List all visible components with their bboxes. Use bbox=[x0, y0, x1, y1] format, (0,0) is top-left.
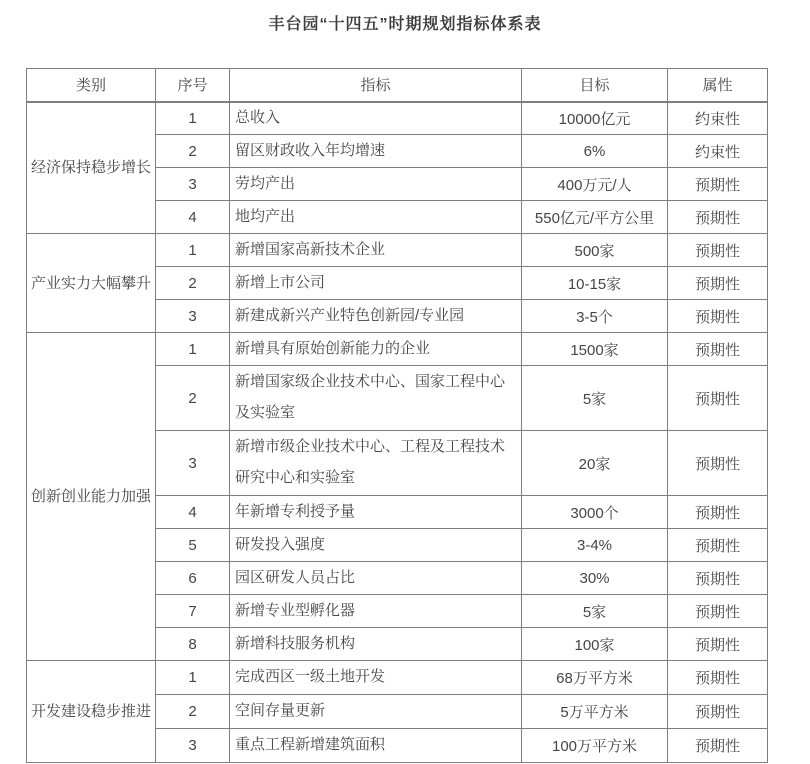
seq-cell: 1 bbox=[156, 102, 230, 135]
target-cell: 5家 bbox=[522, 366, 668, 431]
header-row bbox=[27, 69, 768, 102]
target-cell: 5万平方米 bbox=[522, 695, 668, 729]
category-cell: 经济保持稳步增长 bbox=[27, 102, 156, 234]
header-target: 目标 bbox=[522, 69, 668, 102]
seq-cell: 3 bbox=[156, 168, 230, 201]
seq-cell: 2 bbox=[156, 135, 230, 168]
target-cell: 10-15家 bbox=[522, 267, 668, 300]
seq-cell: 1 bbox=[156, 234, 230, 267]
indicator-cell: 年新增专利授予量 bbox=[230, 496, 522, 529]
target-cell: 6% bbox=[522, 135, 668, 168]
attribute-cell: 预期性 bbox=[668, 729, 768, 763]
indicator-cell: 空间存量更新 bbox=[230, 695, 522, 729]
table-row bbox=[27, 234, 768, 267]
seq-cell: 8 bbox=[156, 628, 230, 661]
seq-cell: 3 bbox=[156, 431, 230, 496]
seq-cell: 4 bbox=[156, 496, 230, 529]
indicator-cell: 留区财政收入年均增速 bbox=[230, 135, 522, 168]
target-cell: 3-4% bbox=[522, 529, 668, 562]
indicator-cell: 地均产出 bbox=[230, 201, 522, 234]
category-cell: 开发建设稳步推进 bbox=[27, 661, 156, 763]
target-cell: 3000个 bbox=[522, 496, 668, 529]
indicator-cell: 总收入 bbox=[230, 102, 522, 135]
table-row bbox=[27, 102, 768, 135]
attribute-cell: 预期性 bbox=[668, 234, 768, 267]
indicator-cell: 新增国家级企业技术中心、国家工程中心及实验室 bbox=[230, 366, 522, 431]
target-cell: 100家 bbox=[522, 628, 668, 661]
attribute-cell: 预期性 bbox=[668, 431, 768, 496]
seq-cell: 2 bbox=[156, 267, 230, 300]
target-cell: 500家 bbox=[522, 234, 668, 267]
indicator-cell: 园区研发人员占比 bbox=[230, 562, 522, 595]
attribute-cell: 预期性 bbox=[668, 366, 768, 431]
target-cell: 30% bbox=[522, 562, 668, 595]
header-indicator: 指标 bbox=[230, 69, 522, 102]
attribute-cell: 预期性 bbox=[668, 595, 768, 628]
attribute-cell: 预期性 bbox=[668, 661, 768, 695]
seq-cell: 1 bbox=[156, 333, 230, 366]
header-seq: 序号 bbox=[156, 69, 230, 102]
target-cell: 550亿元/平方公里 bbox=[522, 201, 668, 234]
category-cell: 创新创业能力加强 bbox=[27, 333, 156, 661]
target-cell: 68万平方米 bbox=[522, 661, 668, 695]
table-row bbox=[27, 333, 768, 366]
table-header bbox=[27, 69, 768, 102]
target-cell: 3-5个 bbox=[522, 300, 668, 333]
attribute-cell: 预期性 bbox=[668, 300, 768, 333]
seq-cell: 3 bbox=[156, 300, 230, 333]
attribute-cell: 预期性 bbox=[668, 529, 768, 562]
indicator-cell: 新增科技服务机构 bbox=[230, 628, 522, 661]
indicator-cell: 完成西区一级土地开发 bbox=[230, 661, 522, 695]
attribute-cell: 预期性 bbox=[668, 333, 768, 366]
target-cell: 100万平方米 bbox=[522, 729, 668, 763]
attribute-cell: 预期性 bbox=[668, 628, 768, 661]
attribute-cell: 预期性 bbox=[668, 168, 768, 201]
header-attribute: 属性 bbox=[668, 69, 768, 102]
indicator-cell: 新增具有原始创新能力的企业 bbox=[230, 333, 522, 366]
target-cell: 400万元/人 bbox=[522, 168, 668, 201]
seq-cell: 3 bbox=[156, 729, 230, 763]
attribute-cell: 预期性 bbox=[668, 562, 768, 595]
seq-cell: 6 bbox=[156, 562, 230, 595]
indicator-cell: 新增上市公司 bbox=[230, 267, 522, 300]
indicator-table bbox=[26, 68, 768, 763]
target-cell: 20家 bbox=[522, 431, 668, 496]
seq-cell: 2 bbox=[156, 695, 230, 729]
target-cell: 1500家 bbox=[522, 333, 668, 366]
header-category: 类别 bbox=[27, 69, 156, 102]
table-body bbox=[27, 102, 768, 763]
attribute-cell: 约束性 bbox=[668, 135, 768, 168]
indicator-cell: 新增专业型孵化器 bbox=[230, 595, 522, 628]
attribute-cell: 约束性 bbox=[668, 102, 768, 135]
indicator-cell: 劳均产出 bbox=[230, 168, 522, 201]
target-cell: 5家 bbox=[522, 595, 668, 628]
page-title: 丰台园“十四五”时期规划指标体系表 bbox=[268, 16, 542, 33]
table-row bbox=[27, 661, 768, 695]
indicator-cell: 新建成新兴产业特色创新园/专业园 bbox=[230, 300, 522, 333]
seq-cell: 7 bbox=[156, 595, 230, 628]
seq-cell: 1 bbox=[156, 661, 230, 695]
attribute-cell: 预期性 bbox=[668, 496, 768, 529]
seq-cell: 5 bbox=[156, 529, 230, 562]
seq-cell: 4 bbox=[156, 201, 230, 234]
seq-cell: 2 bbox=[156, 366, 230, 431]
attribute-cell: 预期性 bbox=[668, 695, 768, 729]
indicator-cell: 重点工程新增建筑面积 bbox=[230, 729, 522, 763]
attribute-cell: 预期性 bbox=[668, 267, 768, 300]
category-cell: 产业实力大幅攀升 bbox=[27, 234, 156, 333]
indicator-cell: 新增市级企业技术中心、工程及工程技术研究中心和实验室 bbox=[230, 431, 522, 496]
attribute-cell: 预期性 bbox=[668, 201, 768, 234]
indicator-cell: 研发投入强度 bbox=[230, 529, 522, 562]
target-cell: 10000亿元 bbox=[522, 102, 668, 135]
indicator-cell: 新增国家高新技术企业 bbox=[230, 234, 522, 267]
